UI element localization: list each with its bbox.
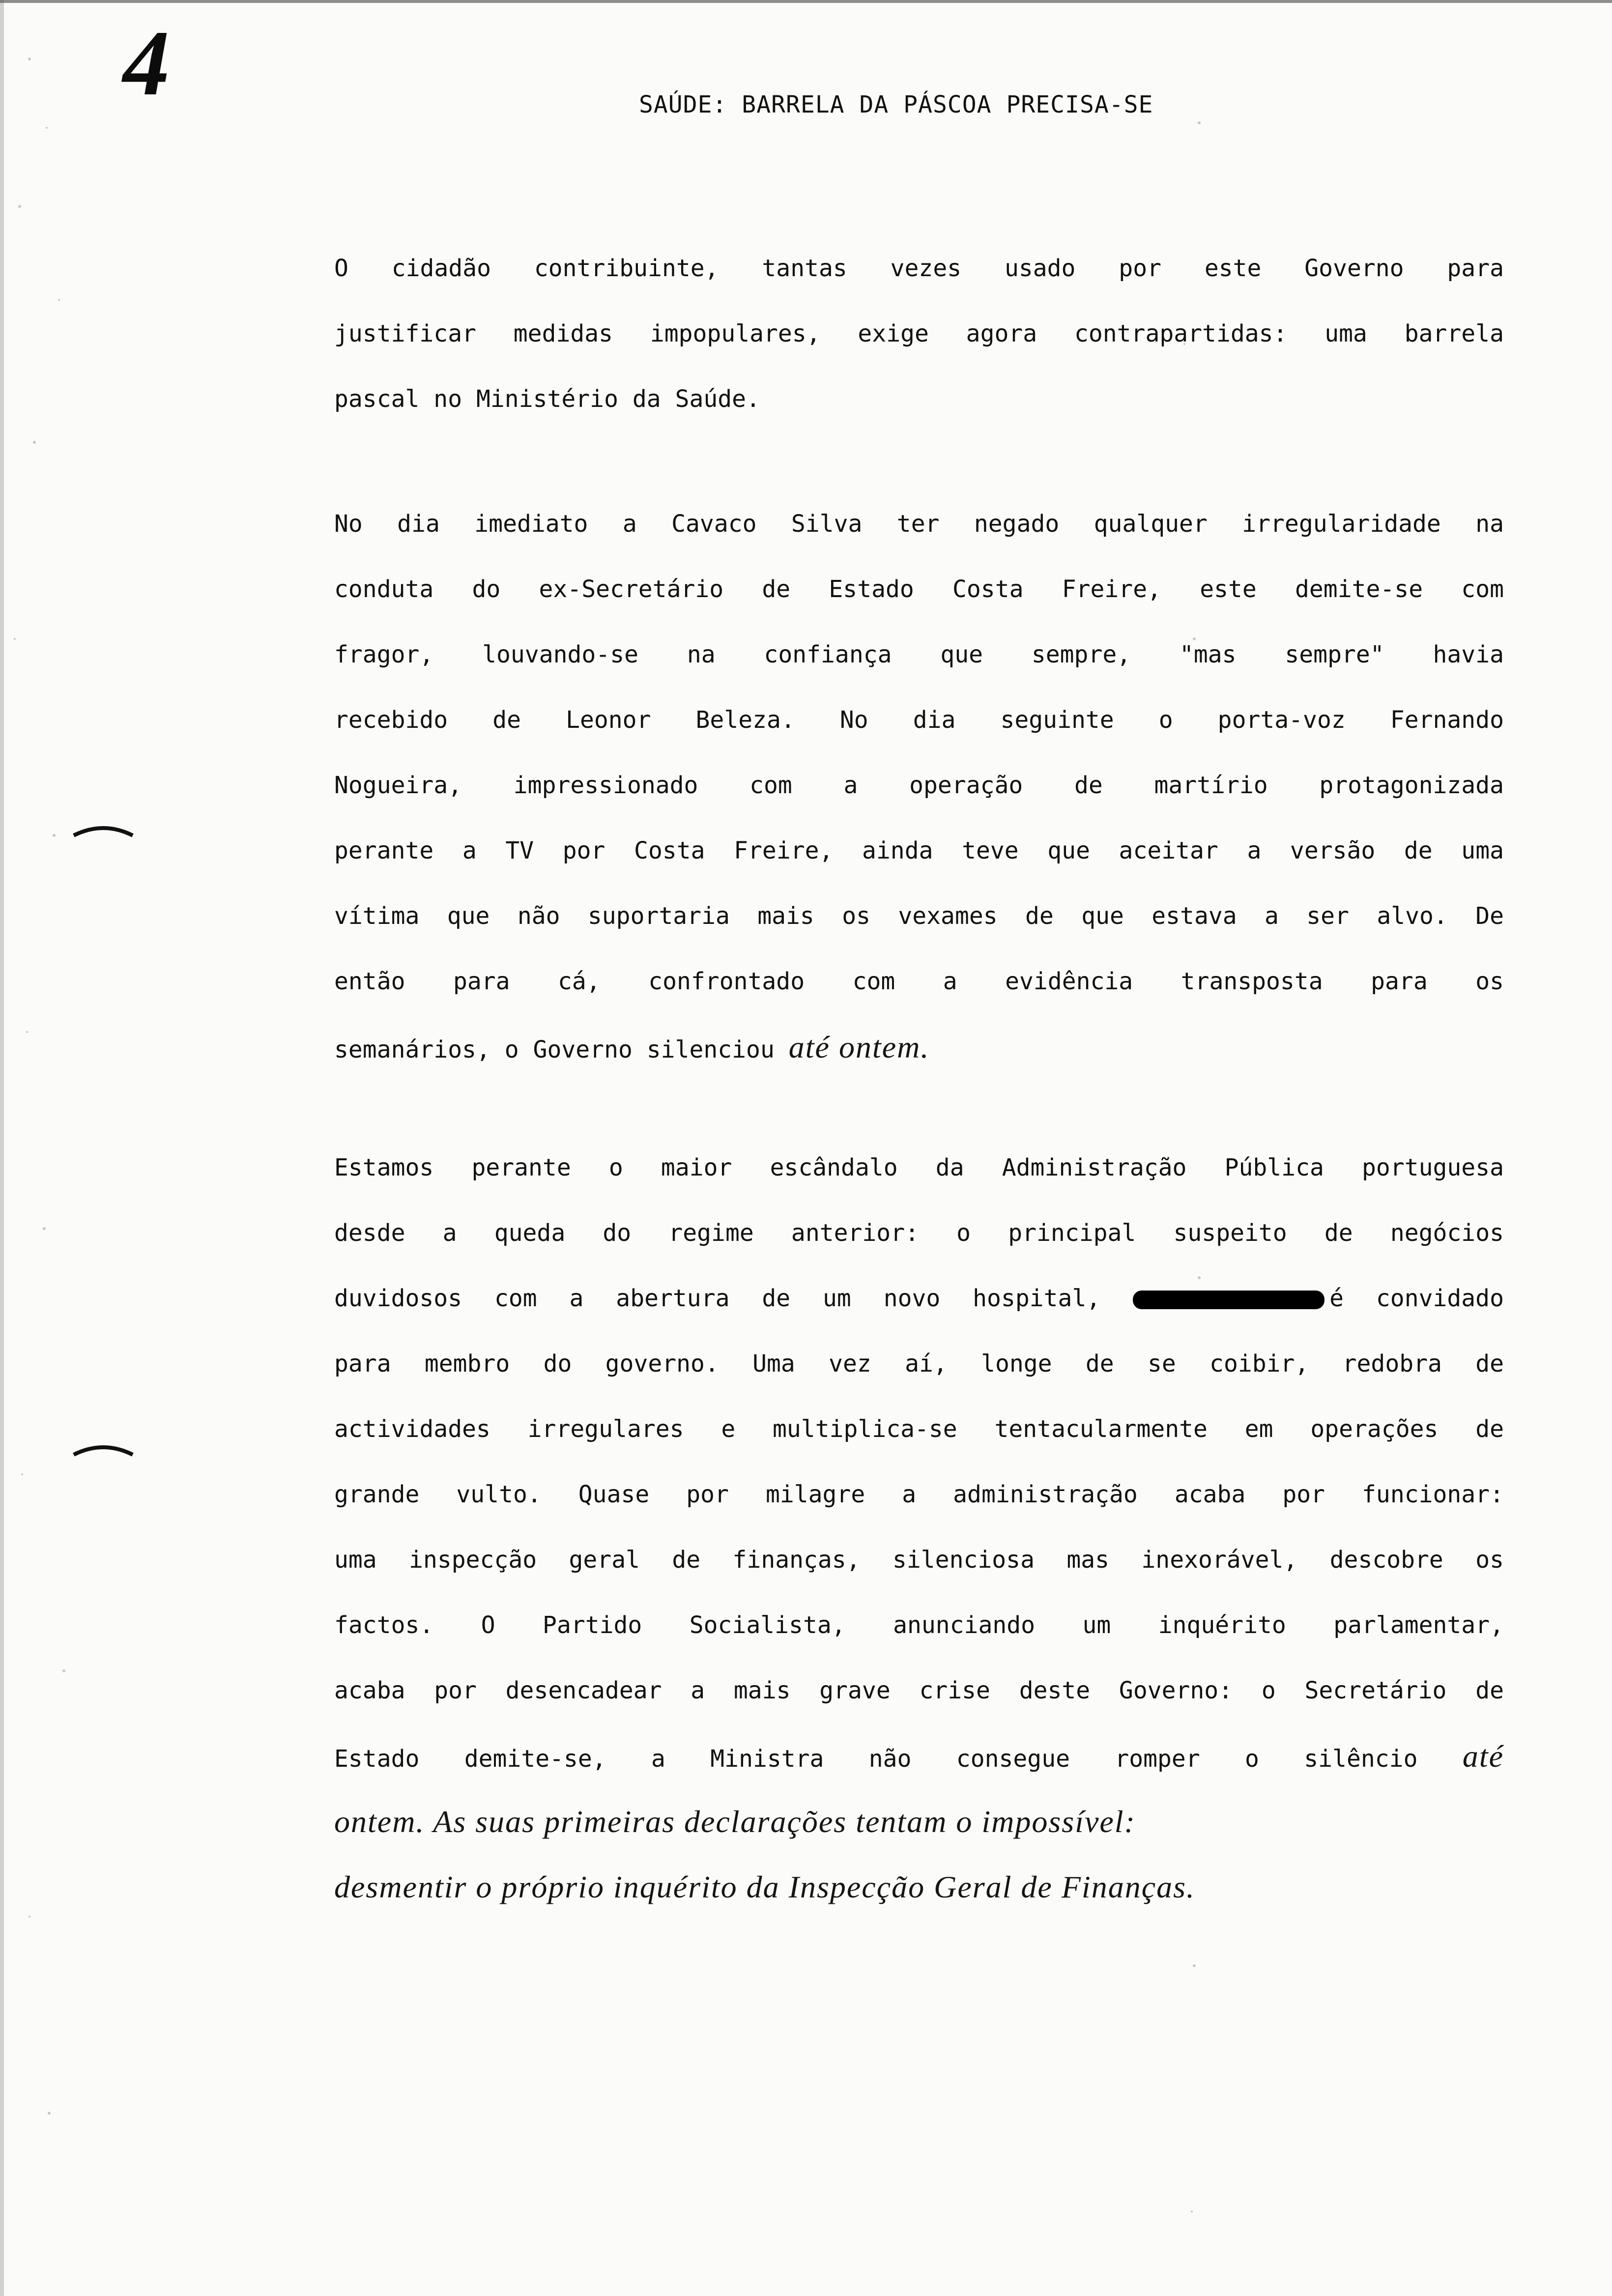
text-line: conduta do ex-Secretário de Estado Costa Freire, este demite-se com xyxy=(334,575,1504,603)
handwritten-line: ontem. As suas primeiras declarações tentam o impossível: xyxy=(334,1804,1136,1839)
text-line: justificar medidas impopulares, exige agora contrapartidas: uma barrela xyxy=(334,320,1504,347)
text-line: Nogueira, impressionado com a operação de martírio protagonizada xyxy=(334,772,1504,799)
paragraph-1 xyxy=(334,236,1504,432)
text-line: vítima que não suportaria mais os vexames de que estava a ser alvo. De xyxy=(334,902,1504,930)
paragraph-3 xyxy=(334,1135,1504,1920)
text-line: grande vulto. Quase por milagre a administração acaba por funcionar: xyxy=(334,1481,1504,1508)
typed-text: semanários, o Governo silenciou xyxy=(334,1036,775,1063)
typed-text: é convidado xyxy=(1329,1285,1504,1312)
text-line: pascal no Ministério da Saúde. xyxy=(334,385,760,413)
text-line: factos. O Partido Socialista, anunciando um inquérito parlamentar, xyxy=(334,1611,1504,1639)
handwritten-note: até xyxy=(1462,1739,1504,1774)
text-line: O cidadão contribuinte, tantas vezes usado por este Governo para xyxy=(334,255,1504,282)
typed-text: duvidosos com a abertura de um novo hospital, xyxy=(334,1285,1101,1312)
text-line: actividades irregulares e multiplica-se tentacularmente em operações de xyxy=(334,1415,1504,1443)
text-line: desde a queda do regime anterior: o principal suspeito de negócios xyxy=(334,1219,1504,1247)
handwritten-line: desmentir o próprio inquérito da Inspecção Geral de Finanças. xyxy=(334,1869,1195,1904)
text-line-redacted xyxy=(334,1266,1504,1331)
typed-text: Estado demite-se, a Ministra não consegue romper o silêncio xyxy=(334,1745,1418,1773)
paragraph-2 xyxy=(334,491,1504,1080)
page-number: 4 xyxy=(123,12,166,115)
handwritten-note: até ontem. xyxy=(788,1030,930,1064)
text-line: então para cá, confrontado com a evidência transposta para os xyxy=(334,968,1504,995)
text-line: uma inspecção geral de finanças, silenciosa mas inexorável, descobre os xyxy=(334,1546,1504,1574)
text-line: Estamos perante o maior escândalo da Administração Pública portuguesa xyxy=(334,1154,1504,1181)
text-line: fragor, louvando-se na confiança que sempre, "mas sempre" havia xyxy=(334,641,1504,668)
text-line: acaba por desencadear a mais grave crise deste Governo: o Secretário de xyxy=(334,1677,1504,1704)
text-line-with-handwriting xyxy=(334,1014,1504,1080)
text-line-with-handwriting xyxy=(334,1723,1504,1789)
text-line: perante a TV por Costa Freire, ainda teve que aceitar a versão de uma xyxy=(334,837,1504,864)
text-line: para membro do governo. Uma vez aí, longe de se coibir, redobra de xyxy=(334,1350,1504,1378)
text-line: No dia imediato a Cavaco Silva ter negado qualquer irregularidade na xyxy=(334,510,1504,538)
text-line: recebido de Leonor Beleza. No dia seguinte o porta-voz Fernando xyxy=(334,706,1504,734)
redaction-mark xyxy=(1133,1291,1324,1309)
document-title: SAÚDE: BARRELA DA PÁSCOA PRECISA-SE xyxy=(639,91,1153,118)
